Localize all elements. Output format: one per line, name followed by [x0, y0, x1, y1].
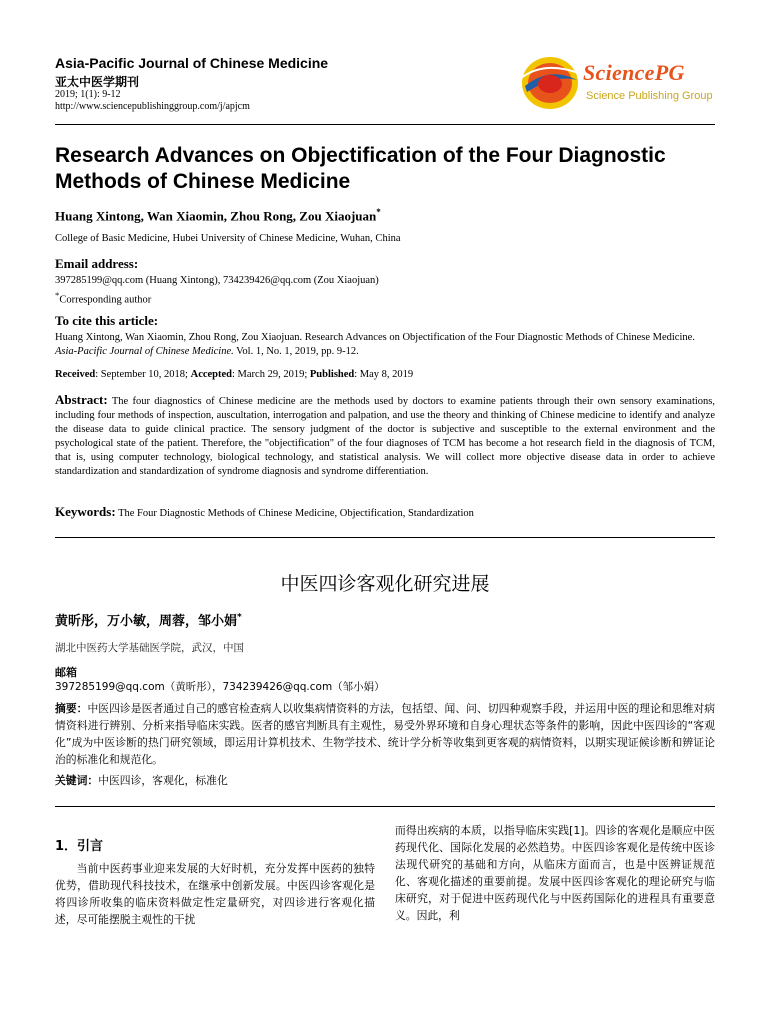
corresponding-note-mark: * — [55, 290, 60, 300]
received-label: Received — [55, 369, 96, 380]
author-list — [55, 207, 381, 224]
accepted-date: : March 29, 2019; — [232, 369, 310, 380]
chinese-abstract-label: 摘要： — [55, 702, 88, 715]
chinese-author-list — [55, 610, 242, 629]
chinese-author-names: 黄昕彤，万小敏，周蓉，邹小娟 — [55, 614, 238, 629]
chinese-keywords-text: 中医四诊，客观化，标准化 — [98, 774, 228, 787]
journal-title: Asia-Pacific Journal of Chinese Medicine — [55, 55, 329, 71]
keywords-text: The Four Diagnostic Methods of Chinese Medicine, Objectification, Standardization — [115, 508, 474, 519]
body-column-right: 而得出疾病的本质，以指导临床实践[1]。四诊的客观化是顺应中医药现代化、国际化发展的必然趋势。中医四诊客观化是传统中医诊法现代研究的基础和方向，从临床方面而言，也是中医辨证规范化、客观化描述的重要前提。发展中医四诊客观化的理论研究与临床研究，对于促进中医药现代化与中医药国际化的进程具有重要意义。因此，利 — [395, 824, 715, 922]
affiliation: College of Basic Medicine, Hubei University of Chinese Medicine, Wuhan, China — [55, 233, 401, 244]
published-date: : May 8, 2019 — [354, 369, 414, 380]
section-divider — [55, 537, 715, 538]
chinese-email-label: 邮箱 — [55, 666, 77, 679]
chinese-keywords-label: 关键词： — [55, 774, 99, 787]
abstract-text: The four diagnostics of Chinese medicine are the methods used by doctors to examine patients through their own sensory examinations, including four methods of inspection, auscultation, interrogation and palpation, and use the theory and thinking of Chinese medicine to identify and analyze the disease data to guide clinical practice. The sensory judgment of the doctor is subjective and susceptible to the external environment and the psychological state of the patient. Therefore, the "objectification" of the four diagnoses of TCM has become a hot research field in the diagnosis of TCM, that is, using computer technology, biological technology, and statistical analysis. We will collect more objective disease data in order to achieve standardization and standardization of syndrome diagnosis and syndrome differentiation. — [55, 396, 715, 477]
chinese-keywords — [55, 773, 228, 788]
citation-journal: Asia-Pacific Journal of Chinese Medicine. — [55, 346, 234, 357]
chinese-abstract-text: 中医四诊是医者通过自己的感官检查病人以收集病情资料的方法，包括望、闻、问、切四种观察手段，并运用中医的理论和思维对病情资料进行辨别、分析来指导临床实践。医者的感官判断具有主观性，易受外界环境和自身心理状态等条件的影响，因此中医四诊的“客观化”成为中医诊断的热门研究领域，即运用计算机技术、生物学技术、统计学分析等收集到更客观的病情资料，以期实现证候诊断和辨证论治的标准化和规范化。 — [55, 702, 716, 766]
received-date: : September 10, 2018; — [95, 369, 191, 380]
keywords — [55, 504, 715, 520]
body-divider — [55, 806, 715, 807]
logo-subtext: Science Publishing Group — [586, 90, 713, 102]
citation-part-2: Vol. 1, No. 1, 2019, pp. 9-12. — [233, 346, 359, 357]
citation — [55, 331, 715, 359]
journal-title-cn: 亚太中医学期刊 — [55, 75, 140, 89]
chinese-title: 中医四诊客观化研究进展 — [280, 573, 490, 595]
corresponding-mark: * — [376, 207, 381, 217]
chinese-affiliation: 湖北中医药大学基础医学院，武汉，中国 — [55, 642, 244, 654]
keywords-label: Keywords: — [55, 504, 116, 519]
abstract-label: Abstract: — [55, 392, 108, 407]
header-divider — [55, 124, 715, 125]
section-heading-introduction: 1．引言 — [55, 839, 104, 854]
abstract — [55, 393, 715, 479]
email-addresses[interactable]: 397285199@qq.com (Huang Xintong), 734239426@qq.com (Zou Xiaojuan) — [55, 275, 379, 286]
citation-part-1: Huang Xintong, Wan Xiaomin, Zhou Rong, Zou Xiaojuan. Research Advances on Objectification of the Four Diagnostic Methods of Chinese Medicine. — [55, 332, 695, 343]
logo-text: SciencePG — [583, 60, 685, 85]
journal-issue: 2019; 1(1): 9-12 — [55, 89, 121, 100]
publication-dates — [55, 369, 413, 380]
author-names: Huang Xintong, Wan Xiaomin, Zhou Rong, Zou Xiaojuan — [55, 208, 377, 224]
chinese-corresponding-mark: * — [237, 612, 242, 623]
paper-title: Research Advances on Objectification of the Four Diagnostic Methods of Chinese Medicine — [55, 144, 666, 193]
cite-label: To cite this article: — [55, 313, 159, 328]
chinese-abstract — [55, 700, 715, 768]
accepted-label: Accepted — [190, 369, 233, 380]
body-column-left: 当前中医药事业迎来发展的大好时机，充分发挥中医药的独特优势，借助现代科技技术，在继承中创新发展。中医四诊客观化是将四诊所收集的临床资料做定性定量研究，对四诊进行客观化描述，尽可能摆脱主观性的干扰 — [55, 862, 375, 926]
email-label: Email address: — [55, 256, 139, 271]
corresponding-note-text: Corresponding author — [59, 294, 152, 306]
chinese-email-addresses[interactable]: 397285199@qq.com（黄昕彤），734239426@qq.com（邹小娟） — [55, 681, 385, 693]
published-label: Published — [309, 369, 355, 380]
corresponding-author-note — [55, 290, 151, 306]
journal-url[interactable]: http://www.sciencepublishinggroup.com/j/apjcm — [55, 101, 250, 112]
